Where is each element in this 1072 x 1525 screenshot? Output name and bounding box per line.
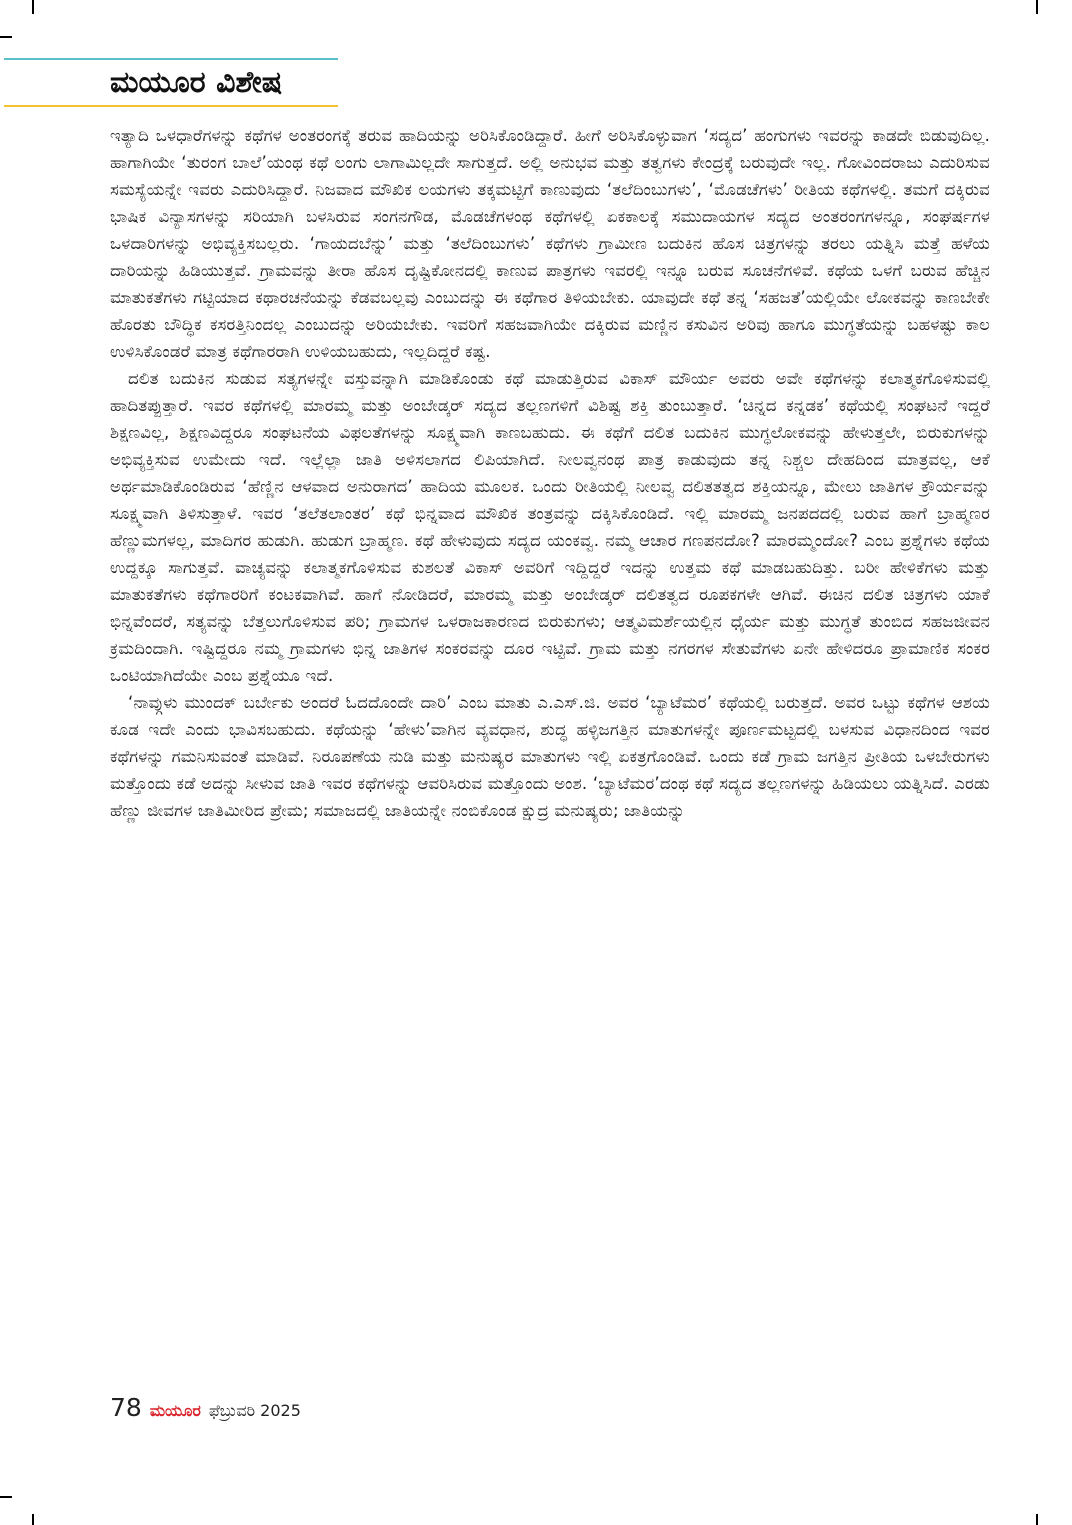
crop-mark-bottom-right xyxy=(1036,1514,1038,1525)
article-body xyxy=(110,122,990,824)
crop-mark-top-right xyxy=(1036,0,1038,14)
article-paragraph: ‘ನಾವ್ಗುಳು ಮುಂದಕ್ ಬರ್ಬೇಕು ಅಂದರೆ ಓದದೊಂದೇ ದಾರಿ’ ಎಂಬ ಮಾತು ಎ.ಎಸ್.ಜಿ. ಅವರ ‘ಬ್ಯಾಟೆಮರ’ ಕಥೆಯಲ್ಲಿ ಬರುತ್ತದೆ. ಅವರ ಒಟ್ಟು ಕಥೆಗಳ ಆಶಯ ಕೂಡ ಇದೇ ಎಂದು ಭಾವಿಸಬಹುದು. ಕಥೆಯನ್ನು ‘ಹೇಳು’ವಾಗಿನ ವ್ಯವಧಾನ, ಶುದ್ಧ ಹಳ್ಳಿಜಗತ್ತಿನ ಮಾತುಗಳನ್ನೇ ಪೂರ್ಣಮಟ್ಟದಲ್ಲಿ ಬಳಸುವ ವಿಧಾನದಿಂದ ಇವರ ಕಥೆಗಳನ್ನು ಗಮನಿಸುವಂತೆ ಮಾಡಿವೆ. ನಿರೂಪಣೆಯ ನುಡಿ ಮತ್ತು ಮನುಷ್ಯರ ಮಾತುಗಳು ಇಲ್ಲಿ ಏಕತ್ರಗೊಂಡಿವೆ. ಒಂದು ಕಡೆ ಗ್ರಾಮ ಜಗತ್ತಿನ ಪ್ರೀತಿಯ ಒಳಬೇರುಗಳು ಮತ್ತೊಂದು ಕಡೆ ಅದನ್ನು ಸೀಳುವ ಜಾತಿ ಇವರ ಕಥೆಗಳನ್ನು ಆವರಿಸಿರುವ ಮತ್ತೊಂದು ಅಂಶ. ‘ಬ್ಯಾಟೆಮರ’ದಂಥ ಕಥೆ ಸದ್ಯದ ತಲ್ಲಣಗಳನ್ನು ಹಿಡಿಯಲು ಯತ್ನಿಸಿದೆ. ಎರಡು ಹೆಣ್ಣು ಜೀವಗಳ ಜಾತಿಮೀರಿದ ಪ್ರೇಮ; ಸಮಾಜದಲ್ಲಿ ಜಾತಿಯನ್ನೇ ನಂಬಿಕೊಂಡ ಕ್ಷುದ್ರ ಮನುಷ್ಯರು; ಜಾತಿಯನ್ನು xyxy=(110,693,990,820)
crop-mark-left-upper xyxy=(0,36,12,38)
crop-mark-left-lower xyxy=(0,1496,12,1498)
section-header xyxy=(0,58,338,108)
page-number: 78 xyxy=(110,1393,142,1422)
header-rule-top xyxy=(4,58,338,60)
issue-date: ಫೆಬ್ರುವರಿ 2025 xyxy=(208,1401,301,1420)
crop-mark-top-left xyxy=(32,0,34,14)
article-paragraph: ಇತ್ಯಾದಿ ಒಳಧಾರೆಗಳನ್ನು ಕಥೆಗಳ ಅಂತರಂಗಕ್ಕೆ ತರುವ ಹಾದಿಯನ್ನು ಅರಿಸಿಕೊಂಡಿದ್ದಾರೆ. ಹೀಗೆ ಅರಿಸಿಕೊಳ್ಳುವಾಗ ‘ಸದ್ಯದ’ ಹಂಗುಗಳು ಇವರನ್ನು ಕಾಡದೇ ಬಿಡುವುದಿಲ್ಲ. ಹಾಗಾಗಿಯೇ ‘ತುರಂಗ ಬಾಲೆ’ಯಂಥ ಕಥೆ ಲಂಗು ಲಾಗಾಮಿಲ್ಲದೇ ಸಾಗುತ್ತದೆ. ಅಲ್ಲಿ ಅನುಭವ ಮತ್ತು ತತ್ವಗಳು ಕೇಂದ್ರಕ್ಕೆ ಬರುವುದೇ ಇಲ್ಲ. ಗೋವಿಂದರಾಜು ಎದುರಿಸುವ ಸಮಸ್ಯೆಯನ್ನೇ ಇವರು ಎದುರಿಸಿದ್ದಾರೆ. ನಿಜವಾದ ಮೌಖಿಕ ಲಯಗಳು ತಕ್ಕಮಟ್ಟಿಗೆ ಕಾಣುವುದು ‘ತಲೆದಿಂಬುಗಳು’, ‘ಮೊಡಚೆಗಳು’ ರೀತಿಯ ಕಥೆಗಳಲ್ಲಿ. ತಮಗೆ ದಕ್ಕಿರುವ ಭಾಷಿಕ ವಿನ್ಯಾಸಗಳನ್ನು ಸರಿಯಾಗಿ ಬಳಸಿರುವ ಸಂಗನಗೌಡ, ಮೊಡಚೆಗಳಂಥ ಕಥೆಗಳಲ್ಲಿ ಏಕಕಾಲಕ್ಕೆ ಸಮುದಾಯಗಳ ಸದ್ಯದ ಅಂತರಂಗಗಳನ್ನೂ, ಸಂಘರ್ಷಗಳ ಒಳದಾರಿಗಳನ್ನು ಅಭಿವ್ಯಕ್ತಿಸಬಲ್ಲರು. ‘ಗಾಯದಬೆನ್ನು’ ಮತ್ತು ‘ತಲೆದಿಂಬುಗಳು’ ಕಥೆಗಳು ಗ್ರಾಮೀಣ ಬದುಕಿನ ಹೊಸ ಚಿತ್ರಗಳನ್ನು ತರಲು ಯತ್ನಿಸಿ ಮತ್ತೆ ಹಳೆಯ ದಾರಿಯನ್ನು ಹಿಡಿಯುತ್ತವೆ. ಗ್ರಾಮವನ್ನು ತೀರಾ ಹೊಸ ದೃಷ್ಟಿಕೋನದಲ್ಲಿ ಕಾಣುವ ಪಾತ್ರಗಳು ಇವರಲ್ಲಿ ಇನ್ನೂ ಬರುವ ಸೂಚನೆಗಳಿವೆ. ಕಥೆಯ ಒಳಗೆ ಬರುವ ಹೆಚ್ಚಿನ ಮಾತುಕತೆಗಳು ಗಟ್ಟಿಯಾದ ಕಥಾರಚನೆಯನ್ನು ಕೆಡವಬಲ್ಲವು ಎಂಬುದನ್ನು ಈ ಕಥೆಗಾರ ತಿಳಿಯಬೇಕು. ಯಾವುದೇ ಕಥೆ ತನ್ನ ‘ಸಹಜತೆ’ಯಲ್ಲಿಯೇ ಲೋಕವನ್ನು ಕಾಣಬೇಕೇ ಹೊರತು ಬೌದ್ಧಿಕ ಕಸರತ್ತಿನಿಂದಲ್ಲ ಎಂಬುದನ್ನು ಅರಿಯಬೇಕು. ಇವರಿಗೆ ಸಹಜವಾಗಿಯೇ ದಕ್ಕಿರುವ ಮಣ್ಣಿನ ಕಸುವಿನ ಅರಿವು ಹಾಗೂ ಮುಗ್ಧತೆಯನ್ನು ಬಹಳಷ್ಟು ಕಾಲ ಉಳಿಸಿಕೊಂಡರೆ ಮಾತ್ರ ಕಥೆಗಾರರಾಗಿ ಉಳಿಯಬಹುದು, ಇಲ್ಲದಿದ್ದರೆ ಕಷ್ಟ. xyxy=(110,126,990,361)
section-title: ಮಯೂರ ವಿಶೇಷ xyxy=(110,65,283,100)
magazine-logo: ಮಯೂರ xyxy=(149,1401,201,1420)
crop-mark-bottom-left xyxy=(32,1514,34,1525)
header-rule-bottom xyxy=(4,105,338,107)
page-footer xyxy=(110,1393,301,1433)
article-paragraph: ದಲಿತ ಬದುಕಿನ ಸುಡುವ ಸತ್ಯಗಳನ್ನೇ ವಸ್ತುವನ್ನಾಗಿ ಮಾಡಿಕೊಂಡು ಕಥೆ ಮಾಡುತ್ತಿರುವ ವಿಕಾಸ್ ಮೌರ್ಯ ಅವರು ಅವೇ ಕಥೆಗಳನ್ನು ಕಲಾತ್ಮಕಗೊಳಿಸುವಲ್ಲಿ ಹಾದಿತಪ್ಪುತ್ತಾರೆ. ಇವರ ಕಥೆಗಳಲ್ಲಿ ಮಾರಮ್ಮ ಮತ್ತು ಅಂಬೇಡ್ಕರ್ ಸದ್ಯದ ತಲ್ಲಣಗಳಿಗೆ ವಿಶಿಷ್ಟ ಶಕ್ತಿ ತುಂಬುತ್ತಾರೆ. ‘ಚಿನ್ನದ ಕನ್ನಡಕ’ ಕಥೆಯಲ್ಲಿ ಸಂಘಟನೆ ಇದ್ದರೆ ಶಿಕ್ಷಣವಿಲ್ಲ, ಶಿಕ್ಷಣವಿದ್ದರೂ ಸಂಘಟನೆಯ ವಿಫಲತೆಗಳನ್ನು ಸೂಕ್ಷ್ಮವಾಗಿ ಕಾಣಬಹುದು. ಈ ಕಥೆಗೆ ದಲಿತ ಬದುಕಿನ ಮುಗ್ಧಲೋಕವನ್ನು ಹೇಳುತ್ತಲೇ, ಬಿರುಕುಗಳನ್ನು ಅಭಿವ್ಯಕ್ತಿಸುವ ಉಮೇದು ಇದೆ. ಇಲ್ಲೆಲ್ಲಾ ಜಾತಿ ಅಳಿಸಲಾಗದ ಲಿಪಿಯಾಗಿದೆ. ನೀಲವ್ವನಂಥ ಪಾತ್ರ ಕಾಡುವುದು ತನ್ನ ನಿಶ್ಚಲ ದೇಹದಿಂದ ಮಾತ್ರವಲ್ಲ, ಆಕೆ ಅರ್ಥಮಾಡಿಕೊಂಡಿರುವ ‘ಹೆಣ್ಣಿನ ಆಳವಾದ ಅನುರಾಗದ’ ಹಾದಿಯ ಮೂಲಕ. ಒಂದು ರೀತಿಯಲ್ಲಿ ನೀಲವ್ವ ದಲಿತತತ್ವದ ಶಕ್ತಿಯನ್ನೂ, ಮೇಲು ಜಾತಿಗಳ ಕ್ರೌರ್ಯವನ್ನು ಸೂಕ್ಷ್ಮವಾಗಿ ತಿಳಿಸುತ್ತಾಳೆ. ಇವರ ‘ತಲೆತಲಾಂತರ’ ಕಥೆ ಭಿನ್ನವಾದ ಮೌಖಿಕ ತಂತ್ರವನ್ನು ದಕ್ಕಿಸಿಕೊಂಡಿದೆ. ಇಲ್ಲಿ ಮಾರಮ್ಮ ಜನಪದದಲ್ಲಿ ಬರುವ ಹಾಗೆ ಬ್ರಾಹ್ಮಣರ ಹೆಣ್ಣುಮಗಳಲ್ಲ, ಮಾದಿಗರ ಹುಡುಗಿ. ಹುಡುಗ ಬ್ರಾಹ್ಮಣ. ಕಥೆ ಹೇಳುವುದು ಸದ್ಯದ ಯಂಕವ್ವ. ನಮ್ಮ ಆಚಾರ ಗಣಪನದೋ? ಮಾರಮ್ಮಂದೋ? ಎಂಬ ಪ್ರಶ್ನೆಗಳು ಕಥೆಯ ಉದ್ದಕ್ಕೂ ಸಾಗುತ್ತವೆ. ವಾಚ್ಯವನ್ನು ಕಲಾತ್ಮಕಗೊಳಿಸುವ ಕುಶಲತೆ ವಿಕಾಸ್ ಅವರಿಗೆ ಇದ್ದಿದ್ದರೆ ಇದನ್ನು ಉತ್ತಮ ಕಥೆ ಮಾಡಬಹುದಿತ್ತು. ಬರೀ ಹೇಳಿಕೆಗಳು ಮತ್ತು ಮಾತುಕತೆಗಳು ಕಥೆಗಾರರಿಗೆ ಕಂಟಕವಾಗಿವೆ. ಹಾಗೆ ನೋಡಿದರೆ, ಮಾರಮ್ಮ ಮತ್ತು ಅಂಬೇಡ್ಕರ್ ದಲಿತತ್ವದ ರೂಪಕಗಳೇ ಆಗಿವೆ. ಈಚಿನ ದಲಿತ ಚಿತ್ರಗಳು ಯಾಕೆ ಭಿನ್ನವೆಂದರೆ, ಸತ್ಯವನ್ನು ಬೆತ್ತಲುಗೊಳಿಸುವ ಪರಿ; ಗ್ರಾಮಗಳ ಒಳರಾಜಕಾರಣದ ಬಿರುಕುಗಳು; ಆತ್ಮವಿಮರ್ಶೆಯಲ್ಲಿನ ಧೈರ್ಯ ಮತ್ತು ಮುಗ್ಧತೆ ತುಂಬಿದ ಸಹಜಜೀವನ ಕ್ರಮದಿಂದಾಗಿ. ಇಷ್ಟಿದ್ದರೂ ನಮ್ಮ ಗ್ರಾಮಗಳು ಭಿನ್ನ ಜಾತಿಗಳ ಸಂಕರವನ್ನು ದೂರ ಇಟ್ಟಿವೆ. ಗ್ರಾಮ ಮತ್ತು ನಗರಗಳ ಸೇತುವೆಗಳು ಏನೇ ಹೇಳಿದರೂ ಪ್ರಾಮಾಣಿಕ ಸಂಕರ ಒಂಟಿಯಾಗಿದೆಯೇ ಎಂಬ ಪ್ರಶ್ನೆಯೂ ಇದೆ. xyxy=(110,369,990,685)
